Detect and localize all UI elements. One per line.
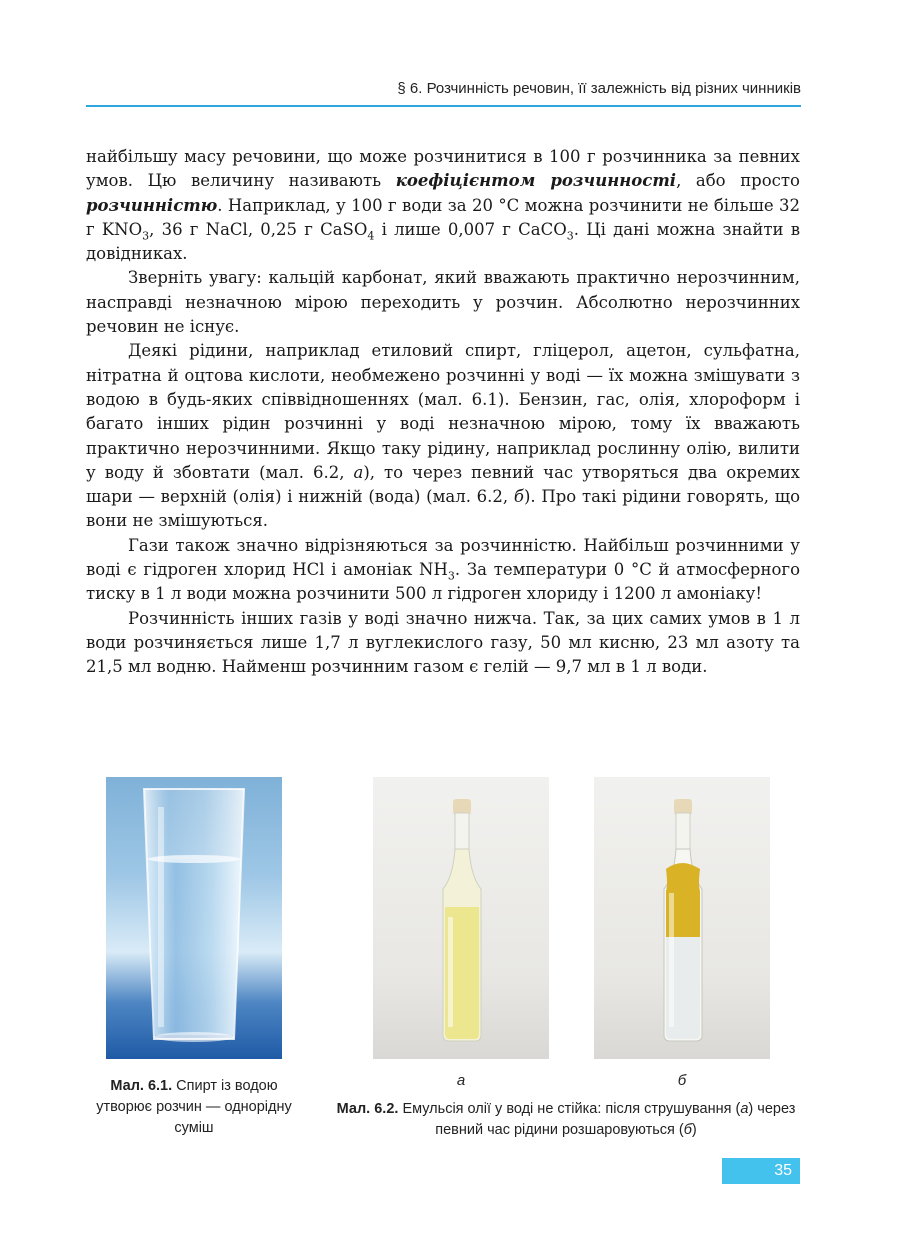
paragraph-2: Зверніть увагу: кальцій карбонат, який вважають практично нерозчинним, насправді незначною мірою переходить у розчин. Абсолютно нерозчинних речовин не існує. xyxy=(86,268,800,337)
page-number-badge: 35 xyxy=(722,1158,800,1184)
paragraph-5: Розчинність інших газів у воді значно нижча. Так, за цих самих умов в 1 л води розчиняється лише 1,7 л вуглекислого газу, 50 мл кисню, 23 мл азоту та 21,5 мл водню. Найменш розчинним газом є гелій — 9,7 мл в 1 л води. xyxy=(86,608,800,677)
body-text xyxy=(86,145,800,680)
term-solubility-coefficient: коефіцієнтом розчинності xyxy=(395,171,677,191)
paragraph-3: Деякі рідини, наприклад етиловий спирт, гліцерол, ацетон, сульфатна, нітратна й оцтова кислоти, необмежено розчинні у воді — їх можна змішувати з водою в будь-яких співвідношеннях (мал. 6.1). Бензин, гас, олія, хлороформ і багато інших рідин розчинні у воді незначною мірою, тому їх вважають практично нерозчинними. Якщо таку рідину, наприклад рослинну олію, вилити у воду й збовтати (мал. 6.2, а), то через певний час утворяться два окремих шари — верхній (олія) і нижній (вода) (мал. 6.2, б). Про такі рідини говорять, що вони не змішуються. xyxy=(86,341,801,531)
figure-letter-a: а xyxy=(456,1072,466,1089)
glass-illustration xyxy=(106,777,282,1059)
bottle-a-illustration xyxy=(373,777,549,1059)
separated-bottle-photo xyxy=(594,777,770,1059)
header-rule xyxy=(86,105,801,107)
paragraph-4: Гази також значно відрізняються за розчинністю. Найбільш розчинними у воді є гідроген хлорид HCl і амоніак $NH_3$. За температури 0 °С й атмосферного тиску в 1 л води можна розчинити 500 л гідроген хлориду і 1200 л амоніаку! xyxy=(86,535,801,604)
figure-6-2-caption: Мал. 6.2. Емульсія олії у воді не стійка: після струшування (а) через певний час рідини розшаровуються (б) xyxy=(336,1101,796,1138)
paragraph-1: найбільшу масу речовини, що може розчинитися в 100 г розчинника за певних умов. Цю величину називають коефіцієнтом розчинності, або просто розчинністю. Наприклад, у 100 г води за 20 °С можна розчинити не більше 32 г $KNO_3$, 36 г NaCl, 0,25 г CaSO$_4$ і лише 0,007 г CaCO$_3$. Ці дані можна знайти в довідниках. xyxy=(86,147,801,264)
figure-6-1-caption: Мал. 6.1. Спирт із водою утворює розчин — однорідну суміш xyxy=(96,1078,292,1136)
figure-letter-b: б xyxy=(677,1072,687,1089)
glass-of-water-photo xyxy=(106,777,282,1059)
bottle-b-illustration xyxy=(594,777,770,1059)
emulsion-bottle-photo xyxy=(373,777,549,1059)
term-solubility: розчинністю xyxy=(86,195,218,215)
running-header: § 6. Розчинність речовин, її залежність від різних чинників xyxy=(397,80,801,97)
